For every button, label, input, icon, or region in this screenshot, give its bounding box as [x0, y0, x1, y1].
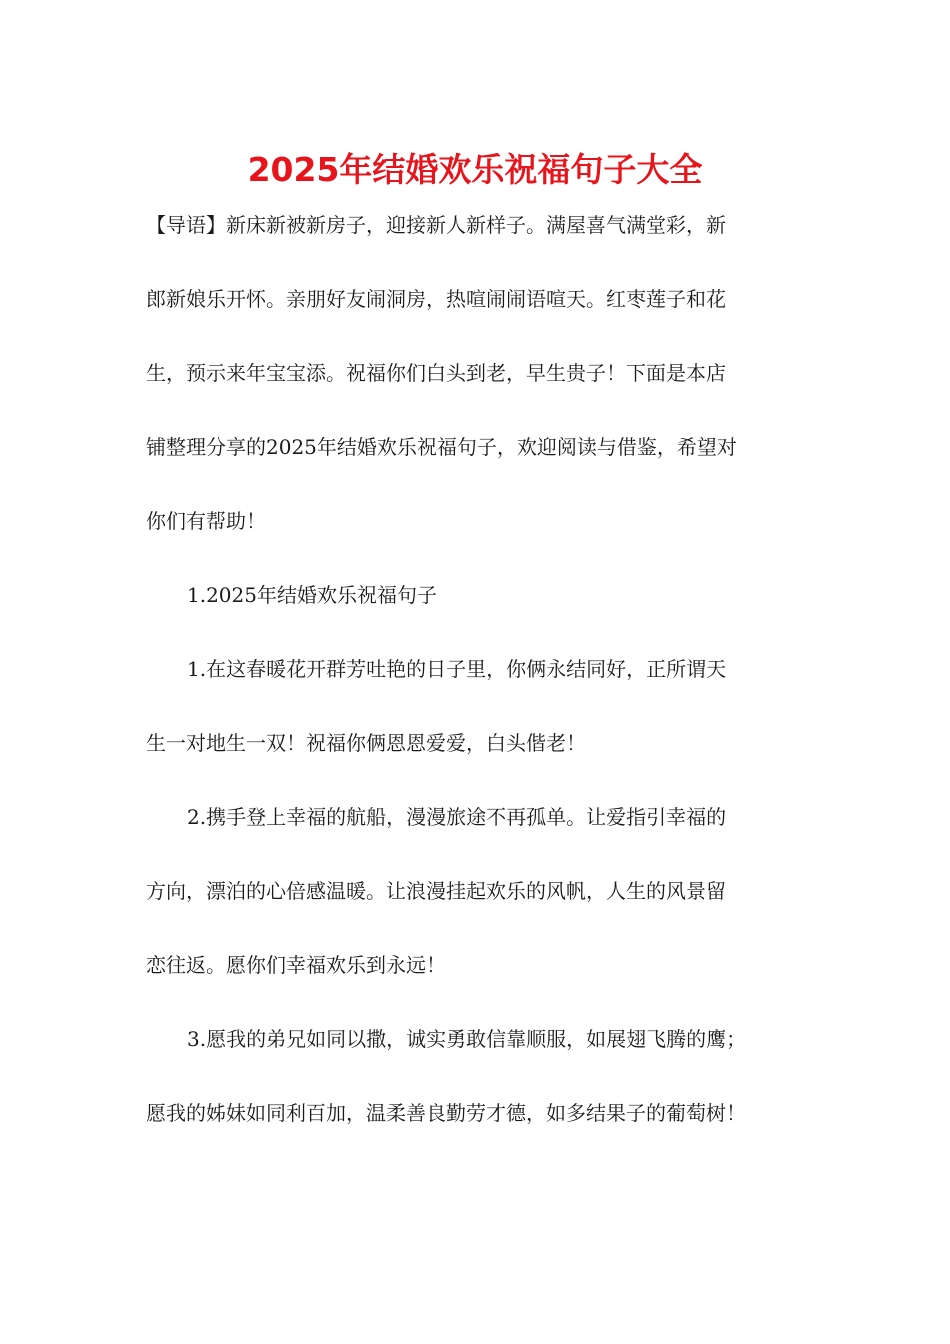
item-1-line-2: 生一对地生一双！祝福你俩恩恩爱爱，白头偕老！ [146, 731, 586, 755]
intro-line-1: 【导语】新床新被新房子，迎接新人新样子。满屋喜气满堂彩，新 [146, 213, 726, 237]
item-2-line-1: 2.携手登上幸福的航船，漫漫旅途不再孤单。让爱指引幸福的 [187, 805, 727, 829]
section-heading: 1.2025年结婚欢乐祝福句子 [187, 583, 437, 607]
item-1-line-1: 1.在这春暖花开群芳吐艳的日子里，你俩永结同好，正所谓天 [187, 657, 727, 681]
item-2-line-2: 方向，漂泊的心倍感温暖。让浪漫挂起欢乐的风帆，人生的风景留 [146, 879, 726, 903]
intro-line-2: 郎新娘乐开怀。亲朋好友闹洞房，热喧闹闹语喧天。红枣莲子和花 [146, 287, 726, 311]
intro-line-3: 生，预示来年宝宝添。祝福你们白头到老，早生贵子！下面是本店 [146, 361, 726, 385]
intro-line-4: 铺整理分享的2025年结婚欢乐祝福句子，欢迎阅读与借鉴，希望对 [146, 435, 737, 459]
item-3-line-1: 3.愿我的弟兄如同以撒，诚实勇敢信靠顺服，如展翅飞腾的鹰； [187, 1027, 747, 1051]
item-2-line-3: 恋往返。愿你们幸福欢乐到永远！ [146, 953, 446, 977]
intro-line-5: 你们有帮助！ [146, 509, 266, 533]
page-title: 2025年结婚欢乐祝福句子大全 [247, 150, 703, 189]
item-3-line-2: 愿我的姊妹如同利百加，温柔善良勤劳才德，如多结果子的葡萄树！ [146, 1101, 746, 1125]
document-body [146, 188, 798, 1150]
